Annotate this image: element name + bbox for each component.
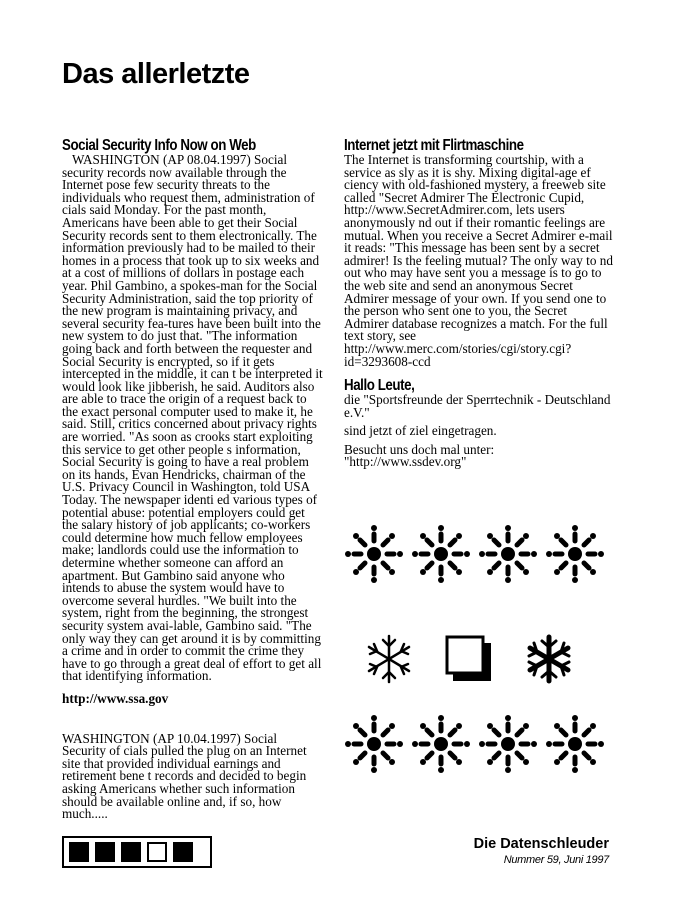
sunburst-icon xyxy=(545,714,605,774)
sunburst-icon xyxy=(411,714,471,774)
empty-box xyxy=(147,842,167,862)
filled-box xyxy=(95,842,115,862)
social-security-article: WASHINGTON (AP 08.04.1997) Social security records now available through the Internet pose few security threats to the individuals who request them, administration of cials said Monday. For the past month, Americans have been able to get their Social Security records sent to them electronically. The information previously had to be mailed to their homes in a process that took up to six weeks and at a cost of millions of dollars in postage each year. Phil Gambino, a spokes-man for the Social Security Administration, said the top priority of the new program is maintaining privacy, and several security fea-tures have been built into the new system to do just that. "The information going back and forth between the requester and Social Security is encrypted, so if it gets intercepted in the middle, it can t be interpreted it would look like jibberish, he said. Auditors also are able to trace the origin of a request back to the exact personal computer used to make it, he said. Still, critics concerned about privacy rights are worried. "As soon as crooks start exploiting this service to get other people s information, Social Security is going to have a real problem on its hands, Evan Hendricks, chairman of the U.S. Privacy Council in Washington, told USA Today. The newspaper identi ed various types of potential abuse: potential employers could get the salary history of job applicants; co-workers could determine how much fellow employees make; landlords could use the information to determine whether someone can afford an apartment. But Gambino said anyone who intends to abuse the system would have to overcome several hurdles. "We built into the system, right from the beginning, the strongest security system avai-lable, Gambino said. "The only way they can get around it is by committing a crime and in order to commit the crime they have to go through a great deal of effort to get all that identifying information. xyxy=(62,152,323,684)
hallo-leute-headline: Hallo Leute, xyxy=(344,377,415,395)
sunburst-icon xyxy=(478,524,538,584)
page-title: Das allerletzte xyxy=(62,58,250,90)
magazine-title: Die Datenschleuder xyxy=(473,836,609,852)
shadowed-square-icon xyxy=(444,634,494,684)
ssa-url: http://www.ssa.gov xyxy=(62,690,169,706)
filled-box xyxy=(69,842,89,862)
sunburst-icon xyxy=(344,524,404,584)
sunburst-row-top xyxy=(344,524,614,584)
hallo-leute-paragraph-1: die "Sportsfreunde der Sperrtechnik - Deutschland e.V." xyxy=(344,392,611,420)
snowflake-solid-icon xyxy=(524,634,574,684)
sunburst-icon xyxy=(411,524,471,584)
ornament-row-middle xyxy=(364,634,614,684)
right-column xyxy=(344,137,614,469)
hallo-leute-paragraph-2: sind jetzt of ziel eingetragen. xyxy=(344,423,497,439)
issue-number: Nummer 59, Juni 1997 xyxy=(503,854,609,866)
left-column xyxy=(62,137,324,821)
sunburst-icon xyxy=(478,714,538,774)
ornament-block xyxy=(344,524,614,774)
social-security-followup-article: WASHINGTON (AP 10.04.1997) Social Security of cials pulled the plug on an Internet site that provided individual earnings and retirement bene t records and decided to begin asking Americans whether such information should be available online and, if so, how much..... xyxy=(62,730,307,822)
issue-indicator-boxes xyxy=(62,836,212,868)
snowflake-outline-icon xyxy=(364,634,414,684)
flirtmaschine-headline: Internet jetzt mit Flirtmaschine xyxy=(344,137,524,154)
sunburst-icon xyxy=(344,714,404,774)
flirtmaschine-article: The Internet is transforming courtship, with a service as sly as it is shy. Mixing digital-age ef ciency with old-fashioned mystery, a freeweb site called "Secret Admirer The Electronic Cupid, http://www.SecretAdmirer.com, lets users anonymously nd out if their romantic feelings are mutual. When you receive a Secret Admirer e-mail it reads: "This message has been sent by a secret admirer! Is the feeling mutual? The only way to nd out who may have sent you a message is to go to the web site and send an anonymous Secret Admirer message of your own. If you send one to the person who sent one to you, the Secret Admirer database recognizes a match. For the full text story, see http://www.merc.com/stories/cgi/story.cgi?id=3293608-ccd xyxy=(344,152,613,369)
social-security-headline: Social Security Info Now on Web xyxy=(62,137,256,154)
filled-box xyxy=(173,842,193,862)
sunburst-row-bottom xyxy=(344,714,614,774)
hallo-leute-paragraph-3: Besucht uns doch mal unter: "http://www.ssdev.org" xyxy=(344,441,495,470)
sunburst-icon xyxy=(545,524,605,584)
filled-box xyxy=(121,842,141,862)
